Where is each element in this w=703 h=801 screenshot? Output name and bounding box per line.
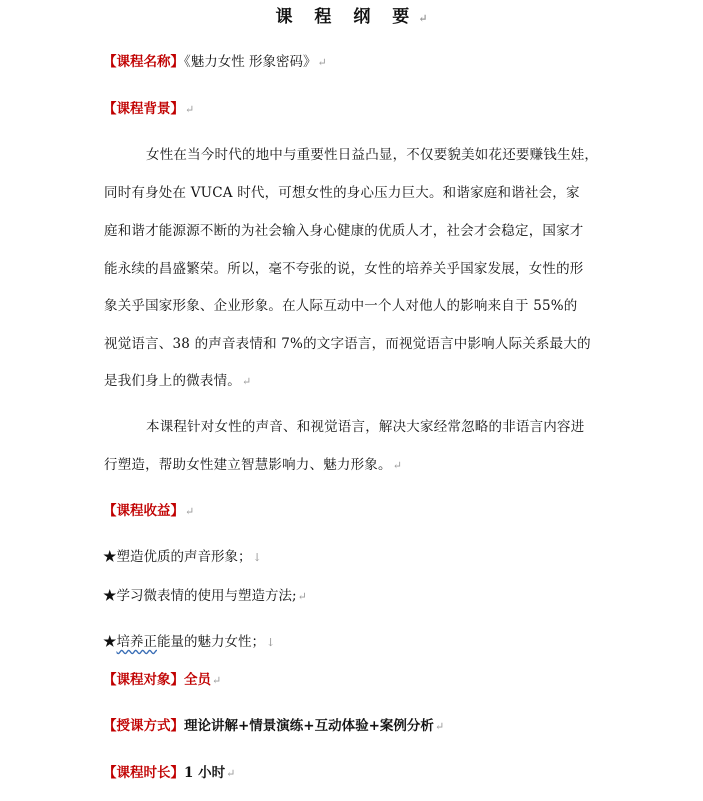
paragraph-mark: ↵ <box>242 375 252 388</box>
background-para1-line: 能永续的昌盛繁荣。所以，毫不夸张的说，女性的培养关乎国家发展，女性的形 <box>104 261 584 277</box>
background-para1-line: 庭和谐才能源源不断的为社会输入身心健康的优质人才，社会才会稳定，国家才 <box>104 223 584 239</box>
benefit-item-text: 能量的魅力女性； <box>157 634 265 650</box>
background-label: 【课程背景】 <box>103 101 184 117</box>
audience-value: 全员 <box>184 672 211 688</box>
duration-value: 1 小时 <box>184 765 226 781</box>
paragraph-mark: ↵ <box>392 459 403 472</box>
benefit-item-text: ★学习微表情的使用与塑造方法; <box>103 588 297 604</box>
background-para1-line: 象关乎国家形象、企业形象。在人际互动中一个人对他人的影响来自于 55%的 <box>104 298 578 314</box>
paragraph-mark: ↵ <box>434 720 445 733</box>
background-para2-line: 行塑造，帮助女性建立智慧影响力、魅力形象。 <box>104 457 392 473</box>
audience-line <box>103 671 221 690</box>
spellcheck-underlined-text[interactable]: 培养正 <box>116 634 157 650</box>
paragraph-mark: ↵ <box>226 767 236 780</box>
document-title <box>0 6 703 30</box>
benefit-item <box>103 548 262 567</box>
paragraph-mark: ↵ <box>317 56 327 69</box>
background-para1-line: 是我们身上的微表情。 <box>104 373 241 389</box>
background-para2-last-line <box>104 456 600 475</box>
paragraph-mark: ↵ <box>185 103 195 116</box>
benefit-item-star: ★ <box>103 634 117 650</box>
course-name-value: 《魅力女性 形象密码》 <box>184 54 317 70</box>
benefits-label: 【课程收益】 <box>103 503 184 519</box>
course-name-label: 【课程名称】 <box>103 54 184 70</box>
course-name-line <box>103 53 327 72</box>
paragraph-mark: ↵ <box>418 12 428 25</box>
line-break-mark: ↓ <box>266 636 276 649</box>
background-para1-line: 视觉语言、38 的声音表情和 7%的文字语言，而视觉语言中影响人际关系最大的 <box>104 336 591 352</box>
background-para2-line: 本课程针对女性的声音、和视觉语言，解决大家经常忽略的非语言内容进 <box>146 419 585 435</box>
benefit-item-text: ★塑造优质的声音形象； <box>103 549 252 565</box>
benefit-item <box>103 587 307 606</box>
title-text: 课 程 纲 要 <box>275 7 418 27</box>
duration-line <box>103 764 235 783</box>
audience-label: 【课程对象】 <box>103 672 184 688</box>
method-label: 【授课方式】 <box>103 718 184 734</box>
paragraph-mark: ↵ <box>297 590 307 603</box>
line-break-mark: ↓ <box>252 551 262 564</box>
background-heading <box>103 100 194 119</box>
duration-label: 【课程时长】 <box>103 765 184 781</box>
background-para1-last-line <box>104 372 600 391</box>
method-value: 理论讲解+情景演练+互动体验+案例分析 <box>184 718 434 734</box>
benefits-heading <box>103 502 194 521</box>
paragraph-mark: ↵ <box>185 505 195 518</box>
benefit-item <box>103 633 275 652</box>
background-para1-line: 女性在当今时代的地中与重要性日益凸显，不仅要貌美如花还要赚钱生娃， <box>146 147 599 163</box>
background-para1-line: 同时有身处在 VUCA 时代，可想女性的身心压力巨大。和谐家庭和谐社会，家 <box>104 185 580 201</box>
method-line <box>103 717 444 736</box>
paragraph-mark: ↵ <box>212 674 222 687</box>
